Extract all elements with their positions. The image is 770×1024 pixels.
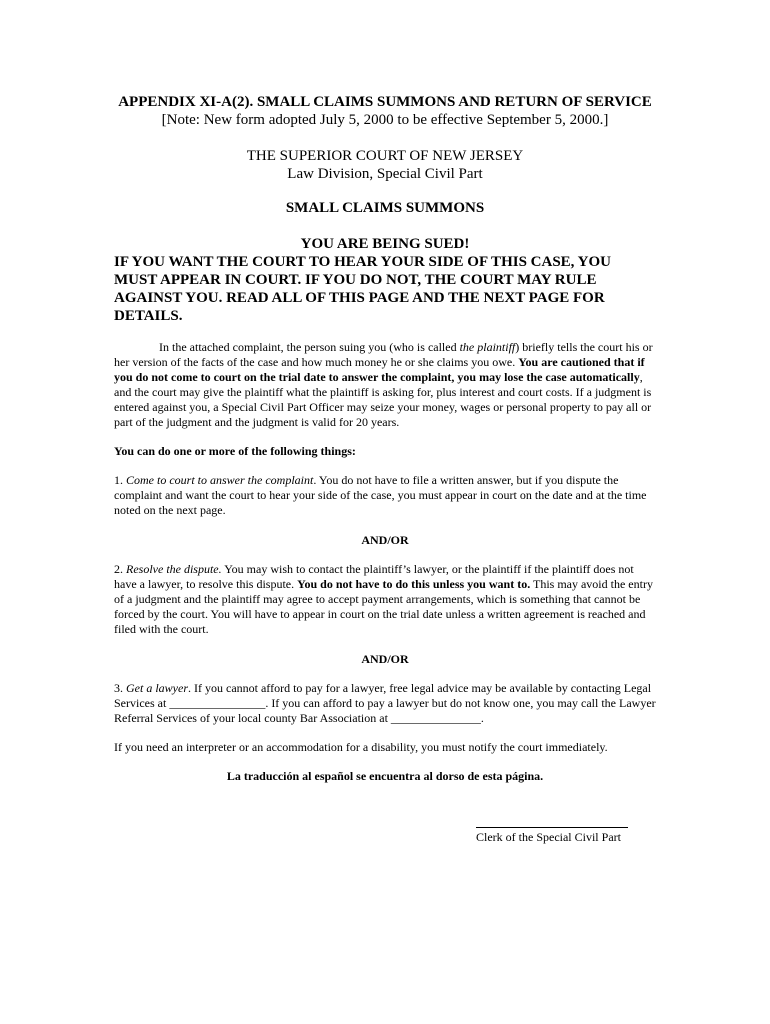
plaintiff-term: the plaintiff bbox=[459, 340, 516, 354]
option-1-title: Come to court to answer the complaint bbox=[126, 473, 314, 487]
intro-part2: ) briefly tells the court his or her version of the facts of the case and how much money he or she claims you owe. bbox=[114, 340, 653, 369]
andor-separator-1: AND/OR bbox=[361, 533, 409, 547]
option-3-title: Get a lawyer bbox=[126, 681, 188, 695]
option-2-number: 2. bbox=[114, 562, 126, 576]
option-2-text1: You may wish to contact the plaintiff’s lawyer, or the plaintiff if the plaintiff does not have a lawyer, to resolve this dispute. bbox=[114, 562, 634, 591]
intro-part1: In the attached complaint, the person suing you (who is called bbox=[159, 340, 460, 354]
options-heading: You can do one or more of the following things: bbox=[114, 444, 356, 458]
option-1-text: . You do not have to file a written answer, but if you dispute the complaint and want the court to hear your side of the case, you must appear in court on the date and at the time noted on the next page. bbox=[114, 473, 647, 517]
summons-title: SMALL CLAIMS SUMMONS bbox=[285, 200, 485, 216]
court-division: Law Division, Special Civil Part bbox=[287, 166, 483, 182]
court-name: THE SUPERIOR COURT OF NEW JERSEY bbox=[246, 148, 524, 164]
clerk-signature-block bbox=[476, 812, 636, 845]
appendix-title: APPENDIX XI-A(2). SMALL CLAIMS SUMMONS AND RETURN OF SERVICE bbox=[118, 94, 652, 110]
clerk-label: Clerk of the Special Civil Part bbox=[476, 830, 621, 844]
signature-line bbox=[476, 827, 628, 828]
court-heading bbox=[114, 147, 656, 183]
option-3-number: 3. bbox=[114, 681, 126, 695]
option-2-text2: This may avoid the entry of a judgment and the plaintiff may agree to accept payment arrangements, which is something that cannot be forced by the court. You will have to appear in court on the trial date unless a written agreement is reached and filed with the court. bbox=[114, 577, 653, 636]
form-note: [Note: New form adopted July 5, 2000 to be effective September 5, 2000.] bbox=[161, 112, 609, 128]
option-2-title: Resolve the dispute. bbox=[126, 562, 222, 576]
option-2 bbox=[114, 562, 656, 637]
sued-heading: YOU ARE BEING SUED! bbox=[300, 236, 470, 252]
option-2-bold: You do not have to do this unless you want to. bbox=[297, 577, 531, 591]
option-3 bbox=[114, 681, 656, 726]
caution-text: You are cautioned that if you do not come to court on the trial date to answer the complaint, you may lose the case automatically bbox=[114, 355, 645, 384]
andor-separator-2: AND/OR bbox=[361, 652, 409, 666]
intro-part3: , and the court may give the plaintiff what the plaintiff is asking for, plus interest and court costs. If a judgment is entered against you, a Special Civil Part Officer may seize your money, wages or personal property to pay all or part of the judgment and the judgment is valid for 20 years. bbox=[114, 370, 652, 429]
warning-text: IF YOU WANT THE COURT TO HEAR YOUR SIDE OF THIS CASE, YOU MUST APPEAR IN COURT. IF YOU DO NOT, THE COURT MAY RULE AGAINST YOU. READ ALL OF THIS PAGE AND THE NEXT PAGE FOR DETAILS. bbox=[114, 254, 611, 324]
document-page bbox=[114, 93, 656, 784]
interpreter-notice: If you need an interpreter or an accommodation for a disability, you must notify the court immediately. bbox=[114, 740, 608, 754]
intro-paragraph bbox=[114, 340, 656, 430]
option-3-text: . If you cannot afford to pay for a lawyer, free legal advice may be available by contacting Legal Services at ________________. If you can afford to pay a lawyer but do not know one, you may call the Lawyer Referral Services of your local county Bar Association at _______________. bbox=[114, 681, 656, 725]
option-1-number: 1. bbox=[114, 473, 126, 487]
spanish-note: La traducción al español se encuentra al dorso de esta página. bbox=[226, 769, 544, 783]
option-1 bbox=[114, 473, 656, 518]
